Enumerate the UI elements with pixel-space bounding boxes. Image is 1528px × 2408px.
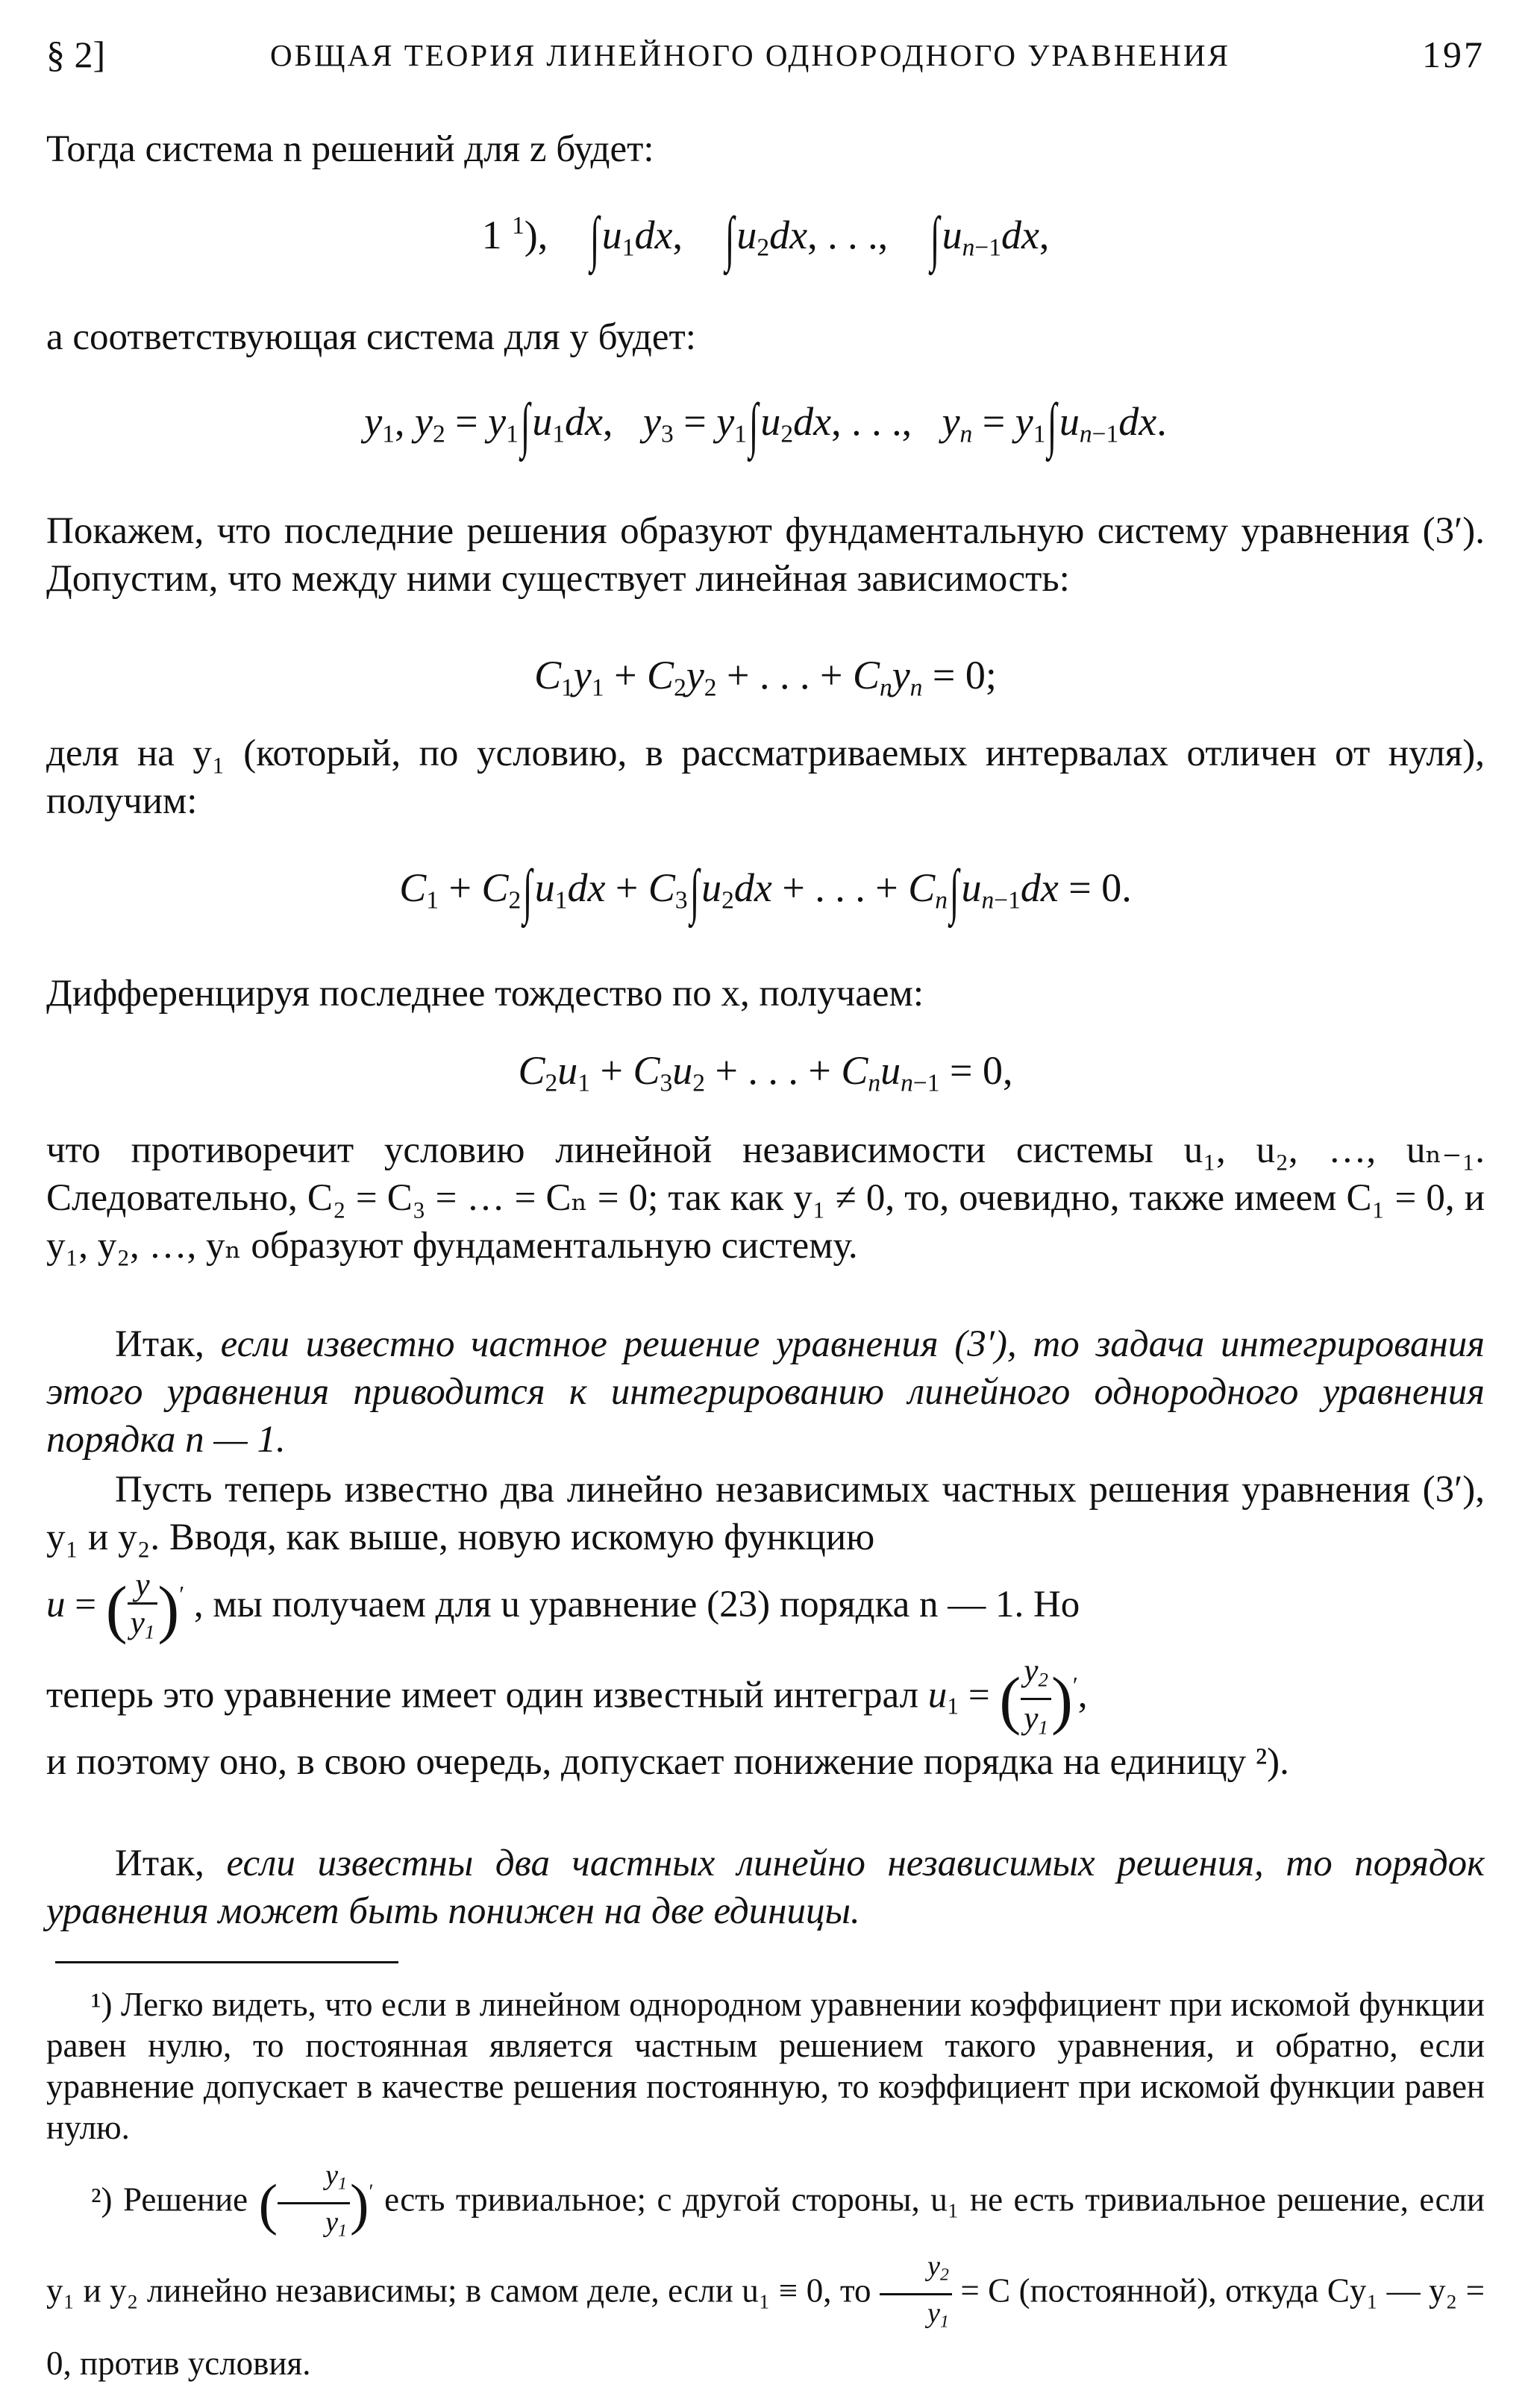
footnote-1: ¹) Легко видеть, что если в линейном однородном уравнении коэффициент при искомой функции равен нулю, то постоянная является частным решением такого уравнения, и обратно, если уравнение допускает в качестве решения постоянную, то коэффициент при искомой функции равен нулю. bbox=[46, 1986, 1485, 2146]
formula-z-solutions: 1 $^1$), $\int u_1dx$, $\int u_2dx$, . . ., $\int u_{n-1}dx$, bbox=[481, 204, 1050, 273]
paragraph-9 bbox=[46, 1840, 1485, 1935]
paragraph-9-theorem: если известны два частных линейно независимых решения, то порядок уравнения может быть понижен на две единицы. bbox=[46, 1843, 1485, 1932]
section-number: § 2] bbox=[46, 34, 106, 75]
chapter-title: ОБЩАЯ ТЕОРИЯ ЛИНЕЙНОГО ОДНОРОДНОГО УРАВНЕНИЯ bbox=[270, 38, 1230, 72]
footnote-separator bbox=[55, 1961, 398, 1963]
footnote-2-b: есть тривиальное; с другой стороны, u₁ не есть тривиальное решение, если y₁ и y₂ линейно независимы; в самом деле, если bbox=[46, 2180, 1485, 2310]
paragraph-7 bbox=[46, 1320, 1485, 1464]
formula-y-solutions: $y_1$, $y_2 = y_1\int u_1dx$, $y_3 = y_1\int u_2dx$, . . ., $y_n = y_1\int u_{n-1}dx$. bbox=[364, 391, 1167, 459]
running-header bbox=[46, 33, 1485, 85]
fraction-y2-over-y1: $\frac{y_2}{y_1}$ bbox=[1021, 1652, 1051, 1745]
footnote-2-c: u₁ ≡ 0, то bbox=[742, 2271, 871, 2310]
fraction-y1-over-y1: $\frac{y_1}{y_1}$ bbox=[278, 2157, 350, 2248]
paragraph-9-lead: Итак, bbox=[115, 1843, 204, 1884]
paragraph-5: Дифференцируя последнее тождество по x, получаем: bbox=[46, 973, 924, 1015]
fraction-y2-over-y1-footnote: $\frac{y_2}{y_1}$ bbox=[880, 2248, 952, 2339]
paragraph-8a: Пусть теперь известно два линейно независимых частных решения уравнения (3′), y₁ и y₂. Вводя, как выше, новую искомую функцию bbox=[46, 1469, 1485, 1558]
footnote-2: ²) Решение ( $\frac{y_1}{y_1}$ )′ есть тривиальное; с другой стороны, u₁ не есть тривиальное решение, если y₁ и y₂ линейно независимы; в самом деле, если u₁ ≡ 0, то $\frac{y_2}{y_1}$ = C (постоянной), откуда Cy₁ — y₂ = 0, против условия. bbox=[46, 2157, 1485, 2386]
formula-divided-identity: $C_1 + C_2\int u_1dx + C_3\int u_2dx$ + . . . + $C_n\int u_{n-1}dx = 0$. bbox=[399, 857, 1132, 925]
page-number: 197 bbox=[1422, 34, 1485, 75]
fraction-y-over-y1: $\frac{y}{y_1}$ bbox=[128, 1567, 158, 1650]
paragraph-6: что противоречит условию линейной независимости системы u₁, u₂, …, uₙ₋₁. Следовательно, C₂ = C₃ = … = Cₙ = 0; так как y₁ ≠ 0, то, очевидно, также имеем C₁ = 0, и y₁, y₂, …, yₙ образуют фундаментальную систему. bbox=[46, 1129, 1485, 1267]
footnote-2-a: ²) Решение bbox=[91, 2180, 248, 2219]
formula-linear-dependence: $C_1y_1 + C_2y_2$ + . . . + $C_ny_n = 0$; bbox=[534, 653, 997, 702]
paragraph-7-lead: Итак, bbox=[115, 1323, 204, 1365]
formula-differentiated: $C_2u_1 + C_3u_2$ + . . . + $C_nu_{n-1} = 0$, bbox=[518, 1048, 1013, 1097]
paragraph-7-theorem: если известно частное решение уравнения (3′), то задача интегрирования этого уравнения приводится к интегрированию линейного однородного уравнения порядка n — 1. bbox=[46, 1323, 1485, 1461]
paragraph-8-integral-line: теперь это уравнение имеет один известный интеграл $u_1$ = ( $\frac{y_2}{y_1}$ )′, bbox=[46, 1652, 1485, 1745]
paragraph-1: Тогда система n решений для z будет: bbox=[46, 128, 654, 170]
paragraph-8b: , мы получаем для u уравнение (23) порядка n — 1. Но bbox=[193, 1583, 1080, 1625]
paragraph-2: а соответствующая система для y будет: bbox=[46, 316, 696, 358]
footnote-2-d: = C (постоянной), откуда Cy₁ — y₂ = 0, против условия. bbox=[46, 2271, 1485, 2382]
paragraph-8d: и поэтому оно, в свою очередь, допускает понижение порядка на единицу ²). bbox=[46, 1741, 1289, 1783]
paragraph-4: деля на y₁ (который, по условию, в рассматриваемых интервалах отличен от нуля), получим: bbox=[46, 733, 1485, 822]
paragraph-3: Покажем, что последние решения образуют фундаментальную систему уравнения (3′). Допустим, что между ними существует линейная зависимость: bbox=[46, 510, 1485, 600]
paragraph-8c: теперь это уравнение имеет один известный интеграл bbox=[46, 1674, 919, 1716]
paragraph-8-formula-line: u = ( $\frac{y}{y_1}$ )′ , мы получаем для u уравнение (23) порядка n — 1. Но bbox=[46, 1563, 1485, 1649]
